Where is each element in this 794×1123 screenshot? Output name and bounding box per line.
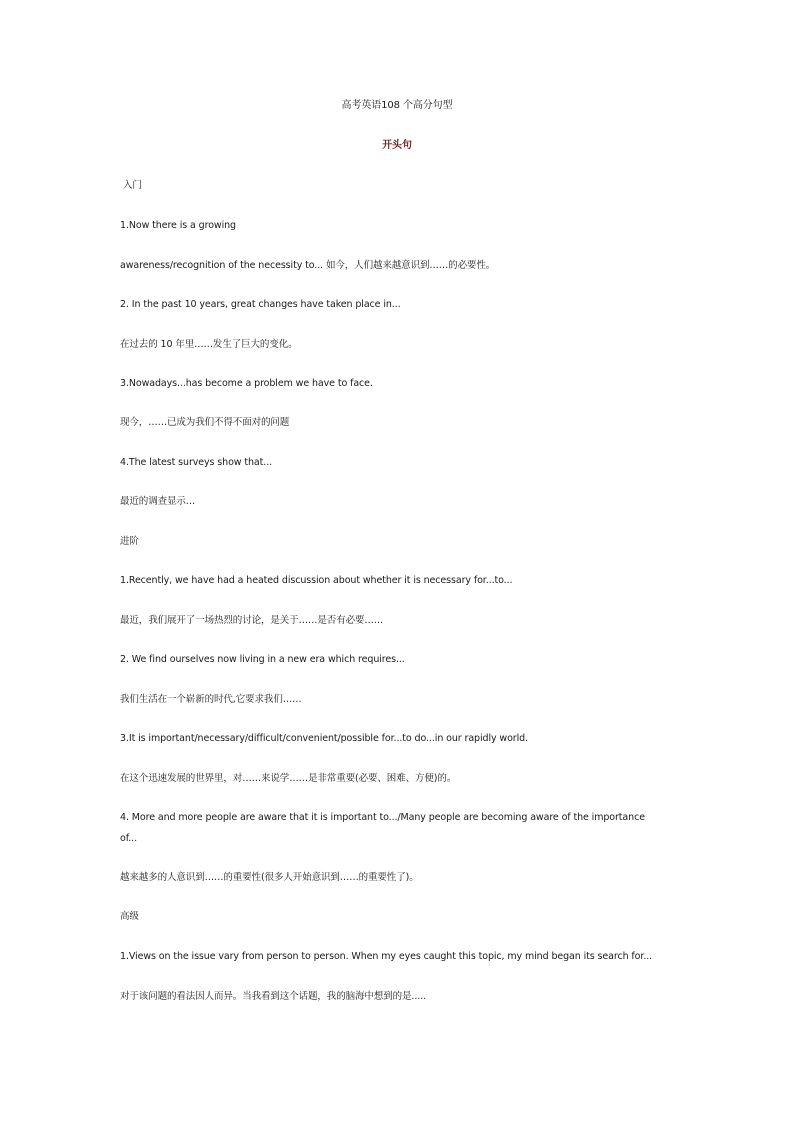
text-line: 越来越多的人意识到……的重要性(很多人开始意识到……的重要性了)。 bbox=[120, 872, 419, 883]
text-line: 1.Views on the issue vary from person to person. When my eyes caught this topic, my mind began its search for... bbox=[120, 951, 653, 962]
section-heading-advanced: 高级 bbox=[120, 911, 139, 922]
doc-title: 高考英语108 个高分句型 bbox=[341, 100, 453, 111]
text-line: of... bbox=[120, 833, 138, 844]
section-heading-beginner: 入门 bbox=[123, 180, 142, 191]
text-line: 在这个迅速发展的世界里，对……来说学……是非常重要(必要、困难、方便)的。 bbox=[120, 773, 457, 784]
text-line: 我们生活在一个崭新的时代,它要求我们…… bbox=[120, 694, 302, 705]
text-line: 3.Nowadays...has become a problem we have to face. bbox=[120, 378, 373, 389]
text-line: 4. More and more people are aware that it is important to.../Many people are becoming aware of the importance bbox=[120, 812, 645, 823]
section-heading-intermediate: 进阶 bbox=[120, 536, 139, 547]
text-line: 3.It is important/necessary/difficult/convenient/possible for...to do...in our rapidly world. bbox=[120, 733, 529, 744]
text-line: awareness/recognition of the necessity to... 如今，人们越来越意识到……的必要性。 bbox=[120, 260, 496, 271]
text-line: 4.The latest surveys show that... bbox=[120, 457, 273, 468]
text-line: 对于该问题的看法因人而异。当我看到这个话题，我的脑海中想到的是..... bbox=[120, 991, 427, 1002]
text-line: 最近的调查显示… bbox=[120, 496, 196, 507]
text-line: 2. In the past 10 years, great changes have taken place in... bbox=[120, 299, 401, 310]
text-line: 2. We find ourselves now living in a new era which requires... bbox=[120, 654, 405, 665]
text-line: 最近，我们展开了一场热烈的讨论，是关于……是否有必要…… bbox=[120, 615, 384, 626]
text-line: 在过去的 10 年里……发生了巨大的变化。 bbox=[120, 339, 298, 350]
doc-subtitle: 开头句 bbox=[382, 140, 412, 151]
text-line: 1.Recently, we have had a heated discussion about whether it is necessary for...to... bbox=[120, 575, 513, 586]
text-line: 现今，……已成为我们不得不面对的问题 bbox=[120, 417, 290, 428]
text-line: 1.Now there is a growing bbox=[120, 220, 236, 231]
